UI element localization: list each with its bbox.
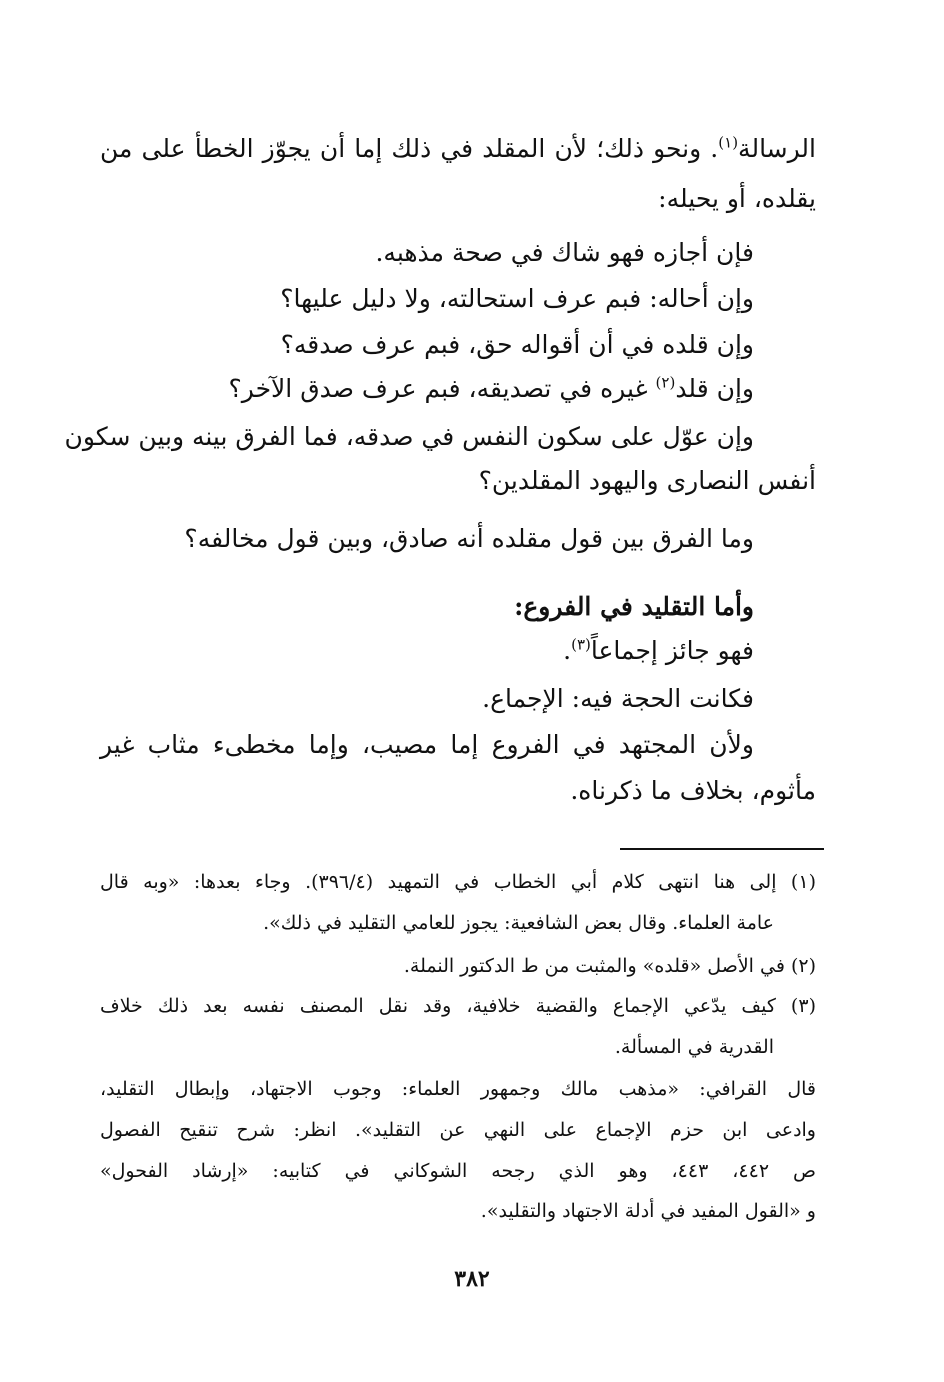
body-line: يقلده، أو يحيله: — [658, 184, 816, 213]
body-line: وإن عوّل على سكون النفس في صدقه، فما الفرق بينه وبين سكون — [64, 422, 754, 451]
footnote-3-line: وادعى ابن حزم الإجماع على النهي عن التقليد». انظر: شرح تنقيح الفصول — [100, 1119, 816, 1141]
footnote-1-line: عامة العلماء. وقال بعض الشافعية: يجوز للعامي التقليد في ذلك». — [263, 912, 774, 934]
body-line: وإن أحاله: فبم عرف استحالته، ولا دليل عليها؟ — [280, 284, 754, 313]
body-line: فإن أجازه فهو شاك في صحة مذهبه. — [375, 238, 754, 267]
body-line: ولأن المجتهد في الفروع إما مصيب، وإما مخطىء مثاب غير — [100, 730, 754, 759]
page-number: ٣٨٢ — [454, 1266, 490, 1292]
footnote-1-line: (١) إلى هنا انتهى كلام أبي الخطاب في التمهيد (٣٩٦/٤). وجاء بعدها: «وبه قال — [100, 871, 816, 893]
body-line: مأثوم، بخلاف ما ذكرناه. — [570, 776, 816, 805]
footnote-3-line: القدرية في المسألة. — [614, 1036, 774, 1058]
body-line: أنفس النصارى واليهود المقلدين؟ — [478, 466, 816, 495]
footnote-ref: (٢) — [655, 373, 676, 392]
footnote-2: (٢) في الأصل «قلده» والمثبت من ط الدكتور النملة. — [403, 955, 816, 977]
footnote-ref: (٣) — [571, 635, 591, 654]
footnote-3-line: و «القول المفيد في أدلة الاجتهاد والتقليد». — [480, 1200, 816, 1222]
section-heading: وأما التقليد في الفروع: — [514, 592, 754, 621]
footnote-3-line: ص ٤٤٢، ٤٤٣، وهو الذي رجحه الشوكاني في كتابيه: «إرشاد الفحول» — [100, 1160, 816, 1182]
body-line: وما الفرق بين قول مقلده أنه صادق، وبين قول مخالفه؟ — [184, 524, 754, 553]
body-line: فكانت الحجة فيه: الإجماع. — [482, 684, 754, 713]
body-line: الرسالة$^{(١)}$. ونحو ذلك؛ لأن المقلد في ذلك إما أن يجوّز الخطأ على من — [100, 133, 816, 163]
footnote-ref: (١) — [718, 133, 739, 152]
body-line: فهو جائز إجماعاً$^{(٣)}$. — [563, 635, 754, 665]
footnote-3-line: (٣) كيف يدّعي الإجماع والقضية خلافية، وقد نقل المصنف نفسه بعد ذلك خلاف — [100, 995, 816, 1017]
footnote-3-line: قال القرافي: «مذهب مالك وجمهور العلماء: وجوب الاجتهاد، وإبطال التقليد، — [100, 1078, 816, 1100]
body-line: وإن قلد$^{(٢)}$ غيره في تصديقه، فبم عرف صدق الآخر؟ — [228, 373, 754, 403]
footnote-separator — [620, 848, 824, 850]
body-line: وإن قلده في أن أقواله حق، فبم عرف صدقه؟ — [280, 330, 754, 359]
